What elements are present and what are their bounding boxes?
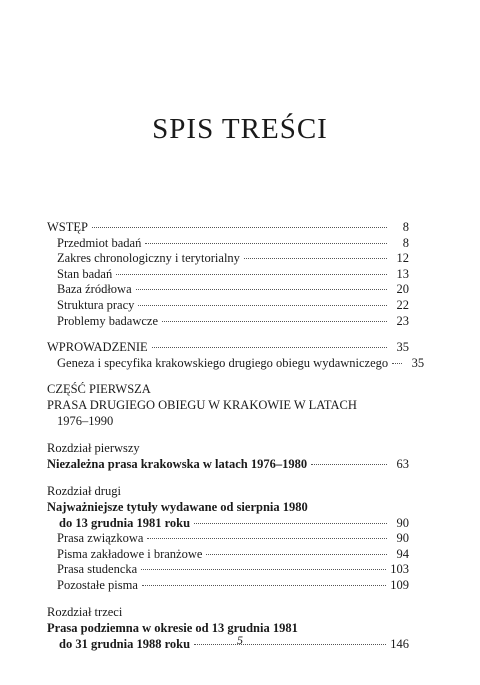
leader-dots bbox=[138, 305, 387, 306]
toc-entry-label: WPROWADZENIE bbox=[47, 340, 148, 355]
spacer bbox=[47, 329, 409, 340]
toc-entry-page: 94 bbox=[396, 546, 409, 561]
chapter-label: Rozdział pierwszy bbox=[47, 441, 140, 456]
toc-subentry bbox=[47, 251, 409, 267]
toc-entry-page: 23 bbox=[396, 313, 409, 328]
leader-dots bbox=[141, 569, 386, 570]
toc-subentry bbox=[47, 267, 409, 283]
leader-dots bbox=[194, 523, 387, 524]
chapter-label: Rozdział trzeci bbox=[47, 605, 123, 620]
toc-entry-label: Pisma zakładowe i branżowe bbox=[57, 546, 203, 561]
spacer bbox=[47, 429, 409, 441]
leader-dots bbox=[162, 321, 387, 322]
spacer bbox=[47, 472, 409, 484]
toc-subentry bbox=[47, 298, 409, 314]
toc-subentry bbox=[47, 531, 409, 547]
toc-entry-page: 8 bbox=[402, 235, 409, 250]
toc-subentry bbox=[47, 282, 409, 298]
toc-entry-label: Prasa związkowa bbox=[57, 531, 144, 546]
toc-entry-label: WSTĘP bbox=[47, 220, 88, 234]
toc-entry-label: Prasa studencka bbox=[57, 562, 138, 577]
toc-subentry bbox=[47, 547, 409, 563]
toc-subentry bbox=[47, 578, 409, 594]
toc-entry-page: 109 bbox=[390, 577, 409, 592]
toc-entry-page: 20 bbox=[396, 282, 409, 297]
part-title: PRASA DRUGIEGO OBIEGU W KRAKOWIE W LATACH bbox=[47, 397, 357, 412]
leader-dots bbox=[152, 347, 387, 348]
toc-entry-page: 12 bbox=[396, 251, 409, 266]
toc-entry-label: Pozostałe pisma bbox=[57, 577, 138, 592]
page-number: 5 bbox=[237, 633, 243, 647]
toc-subentry bbox=[47, 355, 425, 372]
toc-entry-page: 63 bbox=[396, 456, 409, 471]
spacer bbox=[47, 593, 409, 605]
leader-dots bbox=[244, 258, 387, 259]
toc-entry-wstep bbox=[47, 220, 409, 236]
toc-entry-page: 103 bbox=[390, 562, 409, 577]
toc-entry-page: 90 bbox=[396, 531, 409, 546]
toc-entry-page: 35 bbox=[396, 340, 409, 355]
toc-entry-label: Zakres chronologiczny i terytorialny bbox=[57, 251, 240, 266]
chapter-title: Najważniejsze tytuły wydawane od sierpnia 1980 bbox=[47, 499, 308, 514]
toc-entry-label: Geneza i specyfika krakowskiego drugiego obiegu wydawniczego bbox=[57, 355, 389, 370]
leader-dots bbox=[392, 363, 402, 364]
leader-dots bbox=[145, 243, 387, 244]
page-title: SPIS TREŚCI bbox=[152, 113, 328, 145]
toc-entry-label: Struktura pracy bbox=[57, 297, 135, 312]
part-label: CZĘŚĆ PIERWSZA bbox=[47, 382, 151, 397]
toc-entry-label: Problemy badawcze bbox=[57, 313, 159, 328]
chapter-title-continued: do 31 grudnia 1988 roku bbox=[59, 636, 191, 651]
toc-entry-page: 35 bbox=[411, 355, 425, 370]
chapter-label: Rozdział drugi bbox=[47, 484, 121, 499]
leader-dots bbox=[116, 274, 387, 275]
toc-entry-label: Stan badań bbox=[57, 266, 113, 281]
toc-subentry bbox=[47, 562, 409, 578]
toc-entry-page: 8 bbox=[402, 220, 409, 234]
toc-entry-wprowadzenie bbox=[47, 340, 409, 356]
toc-entry-page: 146 bbox=[390, 636, 409, 651]
chapter-title: Niezależna prasa krakowska w latach 1976–1980 bbox=[47, 456, 308, 471]
chapter-title: Prasa podziemna w okresie od 13 grudnia 1981 bbox=[47, 621, 298, 636]
toc-entry-chapter1 bbox=[47, 457, 409, 473]
leader-dots bbox=[147, 538, 387, 539]
part-title-continued: 1976–1990 bbox=[57, 413, 114, 428]
table-of-contents bbox=[47, 220, 425, 652]
leader-dots bbox=[136, 289, 387, 290]
toc-entry-page: 90 bbox=[396, 515, 409, 530]
leader-dots bbox=[206, 554, 387, 555]
leader-dots bbox=[311, 464, 387, 465]
toc-subentry bbox=[47, 236, 409, 252]
leader-dots bbox=[92, 227, 387, 228]
toc-entry-chapter2 bbox=[47, 516, 409, 532]
toc-entry-label: Baza źródłowa bbox=[57, 282, 132, 297]
spacer bbox=[47, 371, 409, 382]
chapter-title-continued: do 13 grudnia 1981 roku bbox=[59, 515, 191, 530]
toc-entry-page: 13 bbox=[396, 266, 409, 281]
toc-entry-label: Przedmiot badań bbox=[57, 235, 142, 250]
leader-dots bbox=[142, 585, 386, 586]
toc-subentry bbox=[47, 314, 409, 330]
toc-entry-page: 22 bbox=[396, 297, 409, 312]
